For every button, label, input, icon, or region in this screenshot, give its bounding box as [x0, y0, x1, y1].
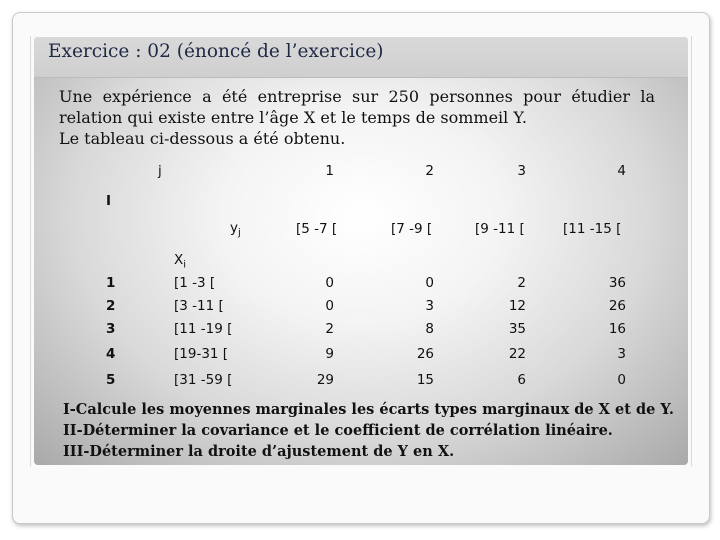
row-interval: [31 -59 [ [174, 372, 233, 388]
col-interval-4: [11 -15 [ [563, 221, 622, 237]
table-cell: 26 [416, 346, 434, 362]
table-cell: 2 [517, 275, 526, 291]
row-index: 2 [106, 298, 116, 314]
col-index-1: 1 [325, 163, 334, 179]
row-interval: [11 -19 [ [174, 321, 233, 337]
slide-title: Exercice : 02 (énoncé de l’exercice) [48, 41, 384, 62]
table-cell: 16 [608, 321, 626, 337]
x-subscript: i [183, 259, 187, 271]
col-interval-1: [5 -7 [ [296, 221, 338, 237]
question-3: III-Déterminer la droite d’ajustement de Y en X. [63, 443, 455, 460]
table-cell: 0 [325, 275, 334, 291]
table-cell: 0 [617, 372, 626, 388]
col-index-4: 4 [617, 163, 626, 179]
table-cell: 3 [617, 346, 626, 362]
row-index: 1 [106, 275, 116, 291]
intro-line-2: relation qui existe entre l’âge X et le temps de sommeil Y. [59, 108, 527, 127]
table-cell: 35 [508, 321, 526, 337]
row-interval: [1 -3 [ [174, 275, 216, 291]
y-label-text: y [230, 220, 238, 236]
table-cell: 3 [425, 298, 434, 314]
row-interval: [19-31 [ [174, 346, 229, 362]
y-subscript: j [238, 227, 241, 239]
table-cell: 12 [508, 298, 526, 314]
x-label [174, 252, 186, 271]
table-cell: 0 [425, 275, 434, 291]
row-interval: [3 -11 [ [174, 298, 224, 314]
row-index: 4 [106, 346, 116, 362]
table-cell: 36 [608, 275, 626, 291]
intro-line-1: Une expérience a été entreprise sur 250 personnes pour étudier la [59, 87, 655, 106]
col-index-3: 3 [517, 163, 526, 179]
table-cell: 29 [316, 372, 334, 388]
row-index: 3 [106, 321, 116, 337]
table-cell: 0 [325, 298, 334, 314]
table-cell: 9 [325, 346, 334, 362]
table-cell: 26 [608, 298, 626, 314]
row-index: 5 [106, 372, 116, 388]
table-cell: 6 [517, 372, 526, 388]
question-2: II-Déterminer la covariance et le coefficient de corrélation linéaire. [63, 422, 613, 439]
intro-line-3: Le tableau ci-dessous a été obtenu. [59, 129, 346, 148]
col-interval-2: [7 -9 [ [391, 221, 433, 237]
table-cell: 22 [508, 346, 526, 362]
intro-text [59, 86, 655, 149]
question-1: I-Calcule les moyennes marginales les écarts types marginaux de X et de Y. [63, 401, 674, 418]
table-cell: 2 [325, 321, 334, 337]
y-label [230, 220, 241, 239]
table-cell: 8 [425, 321, 434, 337]
table-cell: 15 [416, 372, 434, 388]
i-label: I [106, 193, 112, 209]
col-interval-3: [9 -11 [ [475, 221, 525, 237]
j-label: j [158, 163, 162, 179]
col-index-2: 2 [425, 163, 434, 179]
x-label-text: X [174, 252, 184, 268]
